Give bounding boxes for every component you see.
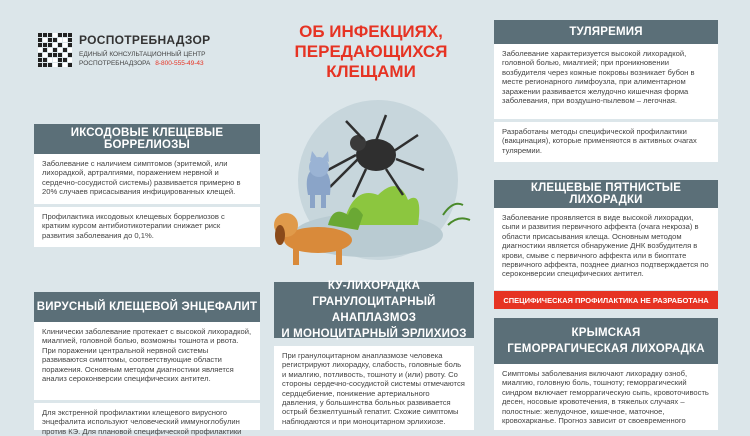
kufever-header-line3: И МОНОЦИТАРНЫЙ ЭРЛИХИОЗ (281, 328, 467, 340)
kufever-header-line1: КУ-ЛИХОРАДКА (327, 280, 421, 292)
title-line2: ПЕРЕДАЮЩИХСЯ КЛЕЩАМИ (294, 42, 448, 81)
kufever-header-line2: ГРАНУЛОЦИТАРНЫЙ АНАПЛАЗМОЗ (312, 296, 436, 324)
borrelioz-header: ИКСОДОВЫЕ КЛЕЩЕВЫЕ БОРРЕЛИОЗЫ (34, 124, 260, 154)
brand-phone[interactable]: 8-800-555-49-43 (155, 60, 204, 67)
page-title (256, 22, 486, 82)
encephalitis-header: ВИРУСНЫЙ КЛЕЩЕВОЙ ЭНЦЕФАЛИТ (34, 292, 260, 322)
qr-code-icon (38, 33, 72, 67)
brand-name: РОСПОТРЕБНАДЗОР (79, 33, 211, 47)
spotted-header: КЛЕЩЕВЫЕ ПЯТНИСТЫЕ ЛИХОРАДКИ (494, 180, 718, 208)
brand-block (38, 33, 218, 73)
kufever-header (274, 282, 474, 338)
tularemia-header: ТУЛЯРЕМИЯ (494, 20, 718, 44)
spotted-alert: СПЕЦИФИЧЕСКАЯ ПРОФИЛАКТИКА НЕ РАЗРАБОТАНА (494, 291, 718, 309)
brand-line1: ЕДИНЫЙ КОНСУЛЬТАЦИОННЫЙ ЦЕНТР (79, 51, 206, 58)
kufever-text: При гранулоцитарном анаплазмозе человека регистрируют лихорадку, слабость, головные боль и миалгию, потливость, тошноту и (или) рвоту. Со стороны сердечно-сосудистой системы отмечаются сердцебиение, понижение артериального давления, у большинства больных развивается острый безжелтушный гепатит. Схожие симптомы наблюдаются и при моноцитарном эрлихиозе. (274, 346, 474, 430)
tularemia-text1: Заболевание характеризуется высокой лихорадкой, головной болью, миалгией; при проникновении возбудителя через кожные покровы возникает бубон в месте регионарного лимфоузла, при алиментарном заражении развивается желудочно кишечная форма заболевания, при воздушно-пылевом – легочная. (494, 44, 718, 119)
tick-illustration (258, 75, 478, 275)
spotted-text: Заболевание проявляется в виде высокой лихорадки, сыпи и развития первичного аффекта (очага некроза) в области присасывания клеща. Основным методом диагностики является обнаружение ДНК возбудителя в крови, смыве с первичного аффекта или в биоптате первичного аффекта, позднее диагноз подтверждается по сероконверсии специфических антител. (494, 208, 718, 290)
borrelioz-text1: Заболевание с наличием симптомов (эритемой, или лихорадкой, артралгиями, поражением нервной и сердечно-сосудистой системы) развивается примерно в 20% случаев присасывания инфицированных клещей. (34, 154, 260, 204)
crimean-text: Симптомы заболевания включают лихорадку озноб, миалгию, головную боль, тошноту; геморрагический синдром включает геморрагическую сыпь, кровоточивость десен, носовые кровотечения, в тяжелых случаях – полостные: желудочное, кишечное, маточное, кровохарканье. Прогноз зависит от своевременного (494, 364, 718, 430)
borrelioz-text2: Профилактика иксодовых клещевых боррелиозов с кратким курсом антибиотикотерапии снижает риск развития заболевания до 0,1%. (34, 207, 260, 247)
encephalitis-text1: Клинически заболевание протекает с высокой лихорадкой, миалгией, головной болью, возможны тошнота и рвота. При поражении центральной нервной системы развиваются симптомы, соответствующие области поражения. Основным методом диагностики является анализ сероконверсии специфических антител. (34, 322, 260, 400)
title-line1: ОБ ИНФЕКЦИЯХ, (299, 22, 443, 41)
encephalitis-text2: Для экстренной профилактики клещевого вирусного энцефалита используют человеческий иммуноглобулин против КЭ. Для плановой специфической профилактики (34, 403, 260, 430)
crimean-header-line1: КРЫМСКАЯ (571, 327, 641, 339)
brand-line2: РОСПОТРЕБНАДЗОРА (79, 60, 151, 67)
crimean-header-line2: ГЕМОРРАГИЧЕСКАЯ ЛИХОРАДКА (507, 343, 705, 355)
crimean-header (494, 318, 718, 364)
tularemia-text2: Разработаны методы специфической профилактики (вакцинация), которые применяются в активных очагах туляремии. (494, 122, 718, 162)
